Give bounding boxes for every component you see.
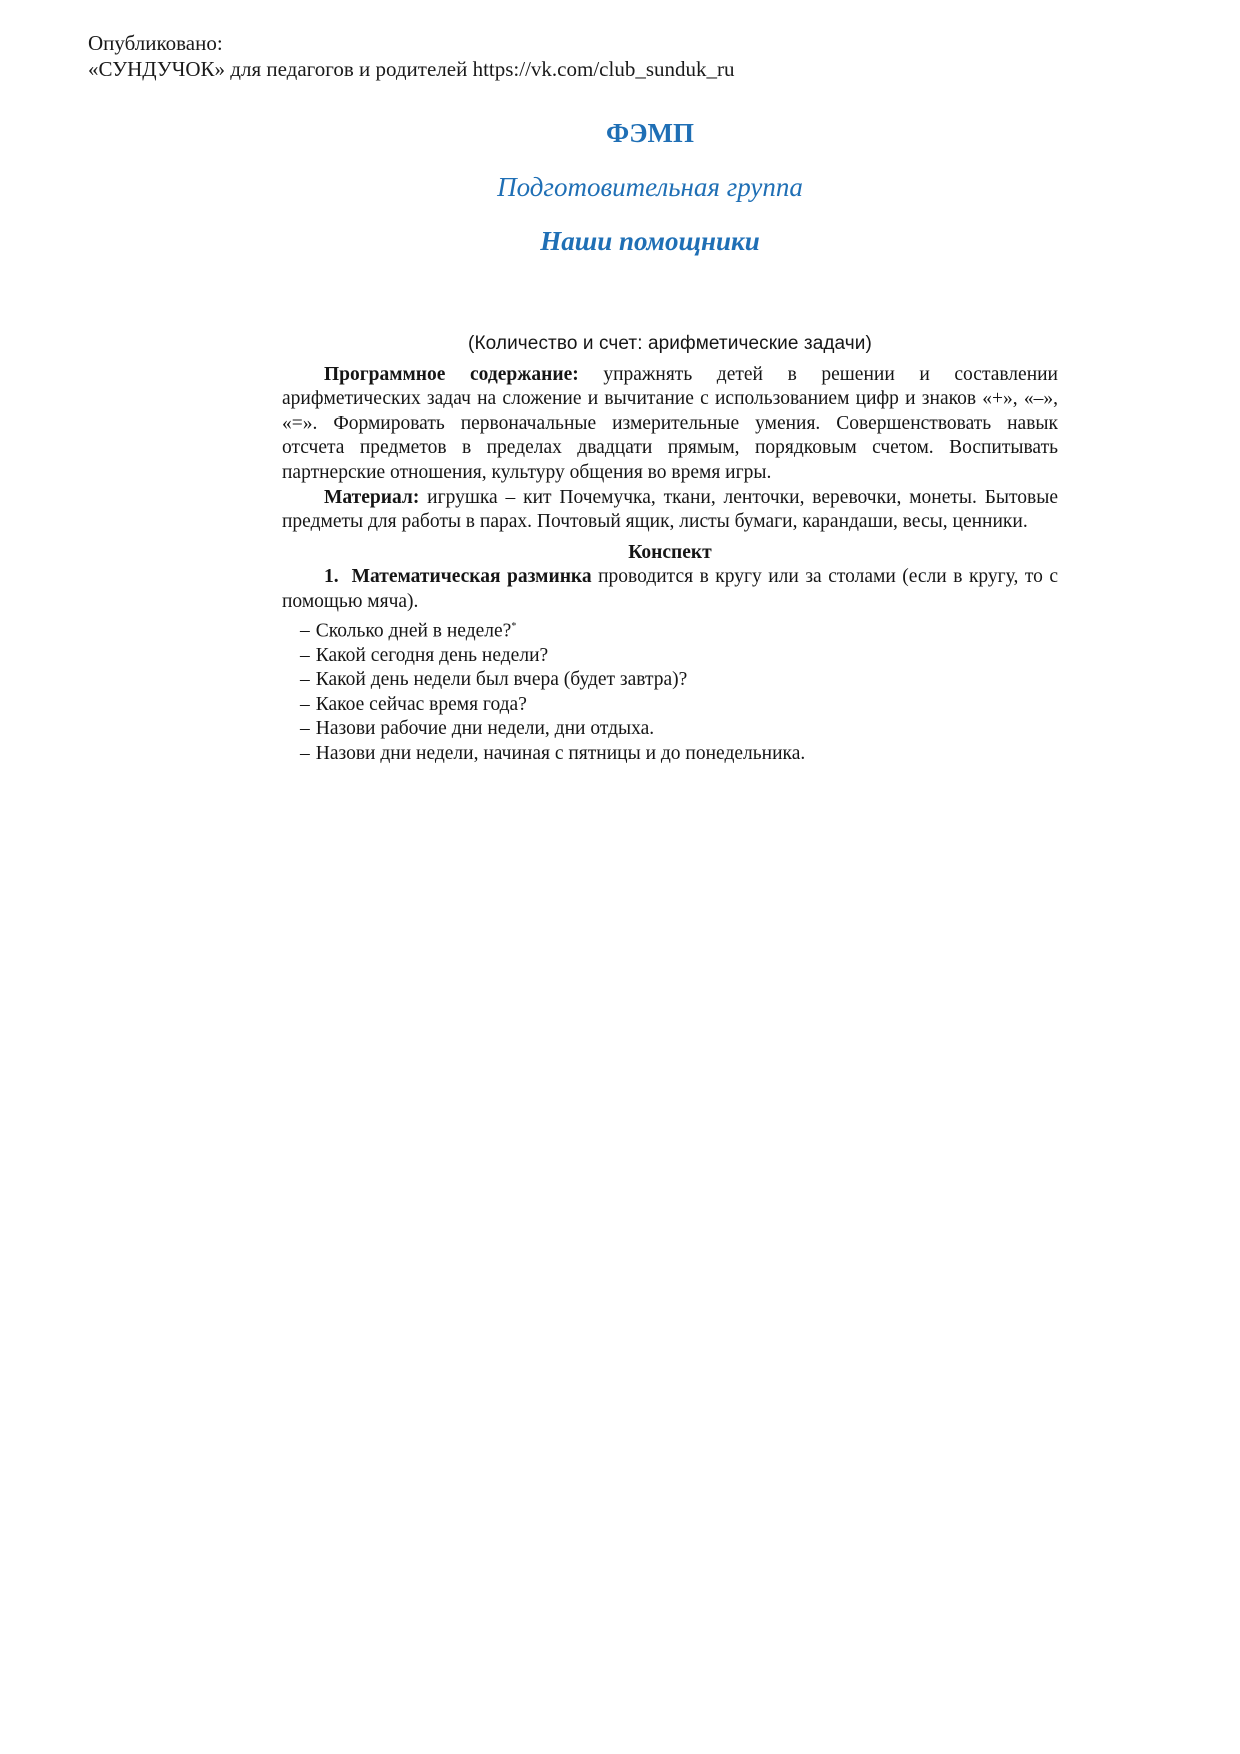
question-text: Назови рабочие дни недели, дни отдыха. bbox=[315, 718, 655, 740]
question-text: Какое сейчас время года? bbox=[315, 693, 527, 715]
question-item bbox=[300, 644, 1058, 669]
program-content-text: упражнять детей в решении и составлении арифметических задач на сложение и вычитание с использованием цифр и знаков «+», «–», «=». Формировать первоначальные измерительные умения. Совершенствовать навык отсчета предметов в пределах двадцати прямым, порядковым счетом. Воспитывать партнерские отношения, культуру общения во время игры. bbox=[282, 363, 1058, 483]
section-1-paragraph bbox=[282, 565, 1058, 614]
page-title: ФЭМП bbox=[606, 118, 694, 148]
section-1-text: проводится в кругу или за столами (если в кругу, то с помощью мяча). bbox=[282, 566, 1059, 612]
question-item bbox=[300, 693, 1058, 718]
dash-marker: – bbox=[300, 620, 310, 642]
section-1-label: Математическая разминка bbox=[351, 566, 592, 588]
scanned-lesson-content bbox=[282, 332, 1058, 767]
question-text: Назови дни недели, начиная с пятницы и до понедельника. bbox=[315, 743, 806, 764]
dash-marker: – bbox=[300, 743, 310, 764]
published-label: Опубликовано: bbox=[88, 31, 223, 55]
material-text: игрушка – кит Почемучка, ткани, ленточки, веревочки, монеты. Бытовые предметы для работы в парах. Почтовый ящик, листы бумаги, карандаши, весы, ценники. bbox=[282, 486, 1058, 533]
publisher-line: «СУНДУЧОК» для педагогов и родителей https://vk.com/club_sunduk_ru bbox=[88, 57, 735, 81]
material-label: Материал: bbox=[324, 486, 420, 508]
publication-header bbox=[88, 30, 735, 82]
question-text: Сколько дней в неделе? bbox=[315, 620, 512, 642]
konspekt-heading: Конспект bbox=[628, 541, 712, 563]
program-content-paragraph bbox=[282, 363, 1058, 486]
question-text: Какой сегодня день недели? bbox=[315, 644, 549, 666]
program-content-label: Программное содержание: bbox=[324, 363, 579, 385]
warmup-questions-list bbox=[282, 615, 1058, 767]
dash-marker: – bbox=[300, 693, 310, 715]
footnote-mark: * bbox=[511, 620, 517, 632]
material-paragraph bbox=[282, 486, 1058, 535]
dash-marker: – bbox=[300, 644, 310, 666]
question-item bbox=[300, 615, 1058, 644]
dash-marker: – bbox=[300, 669, 310, 691]
question-item bbox=[300, 717, 1058, 742]
lesson-topic: Наши помощники bbox=[540, 226, 760, 256]
lesson-subtitle: (Количество и счет: арифметические задачи) bbox=[468, 333, 872, 354]
question-item bbox=[300, 668, 1058, 693]
section-1-number: 1. bbox=[324, 566, 339, 588]
group-subtitle: Подготовительная группа bbox=[497, 172, 803, 202]
dash-marker: – bbox=[300, 718, 310, 740]
question-text: Какой день недели был вчера (будет завтра)? bbox=[315, 669, 688, 691]
question-item bbox=[300, 742, 1058, 767]
